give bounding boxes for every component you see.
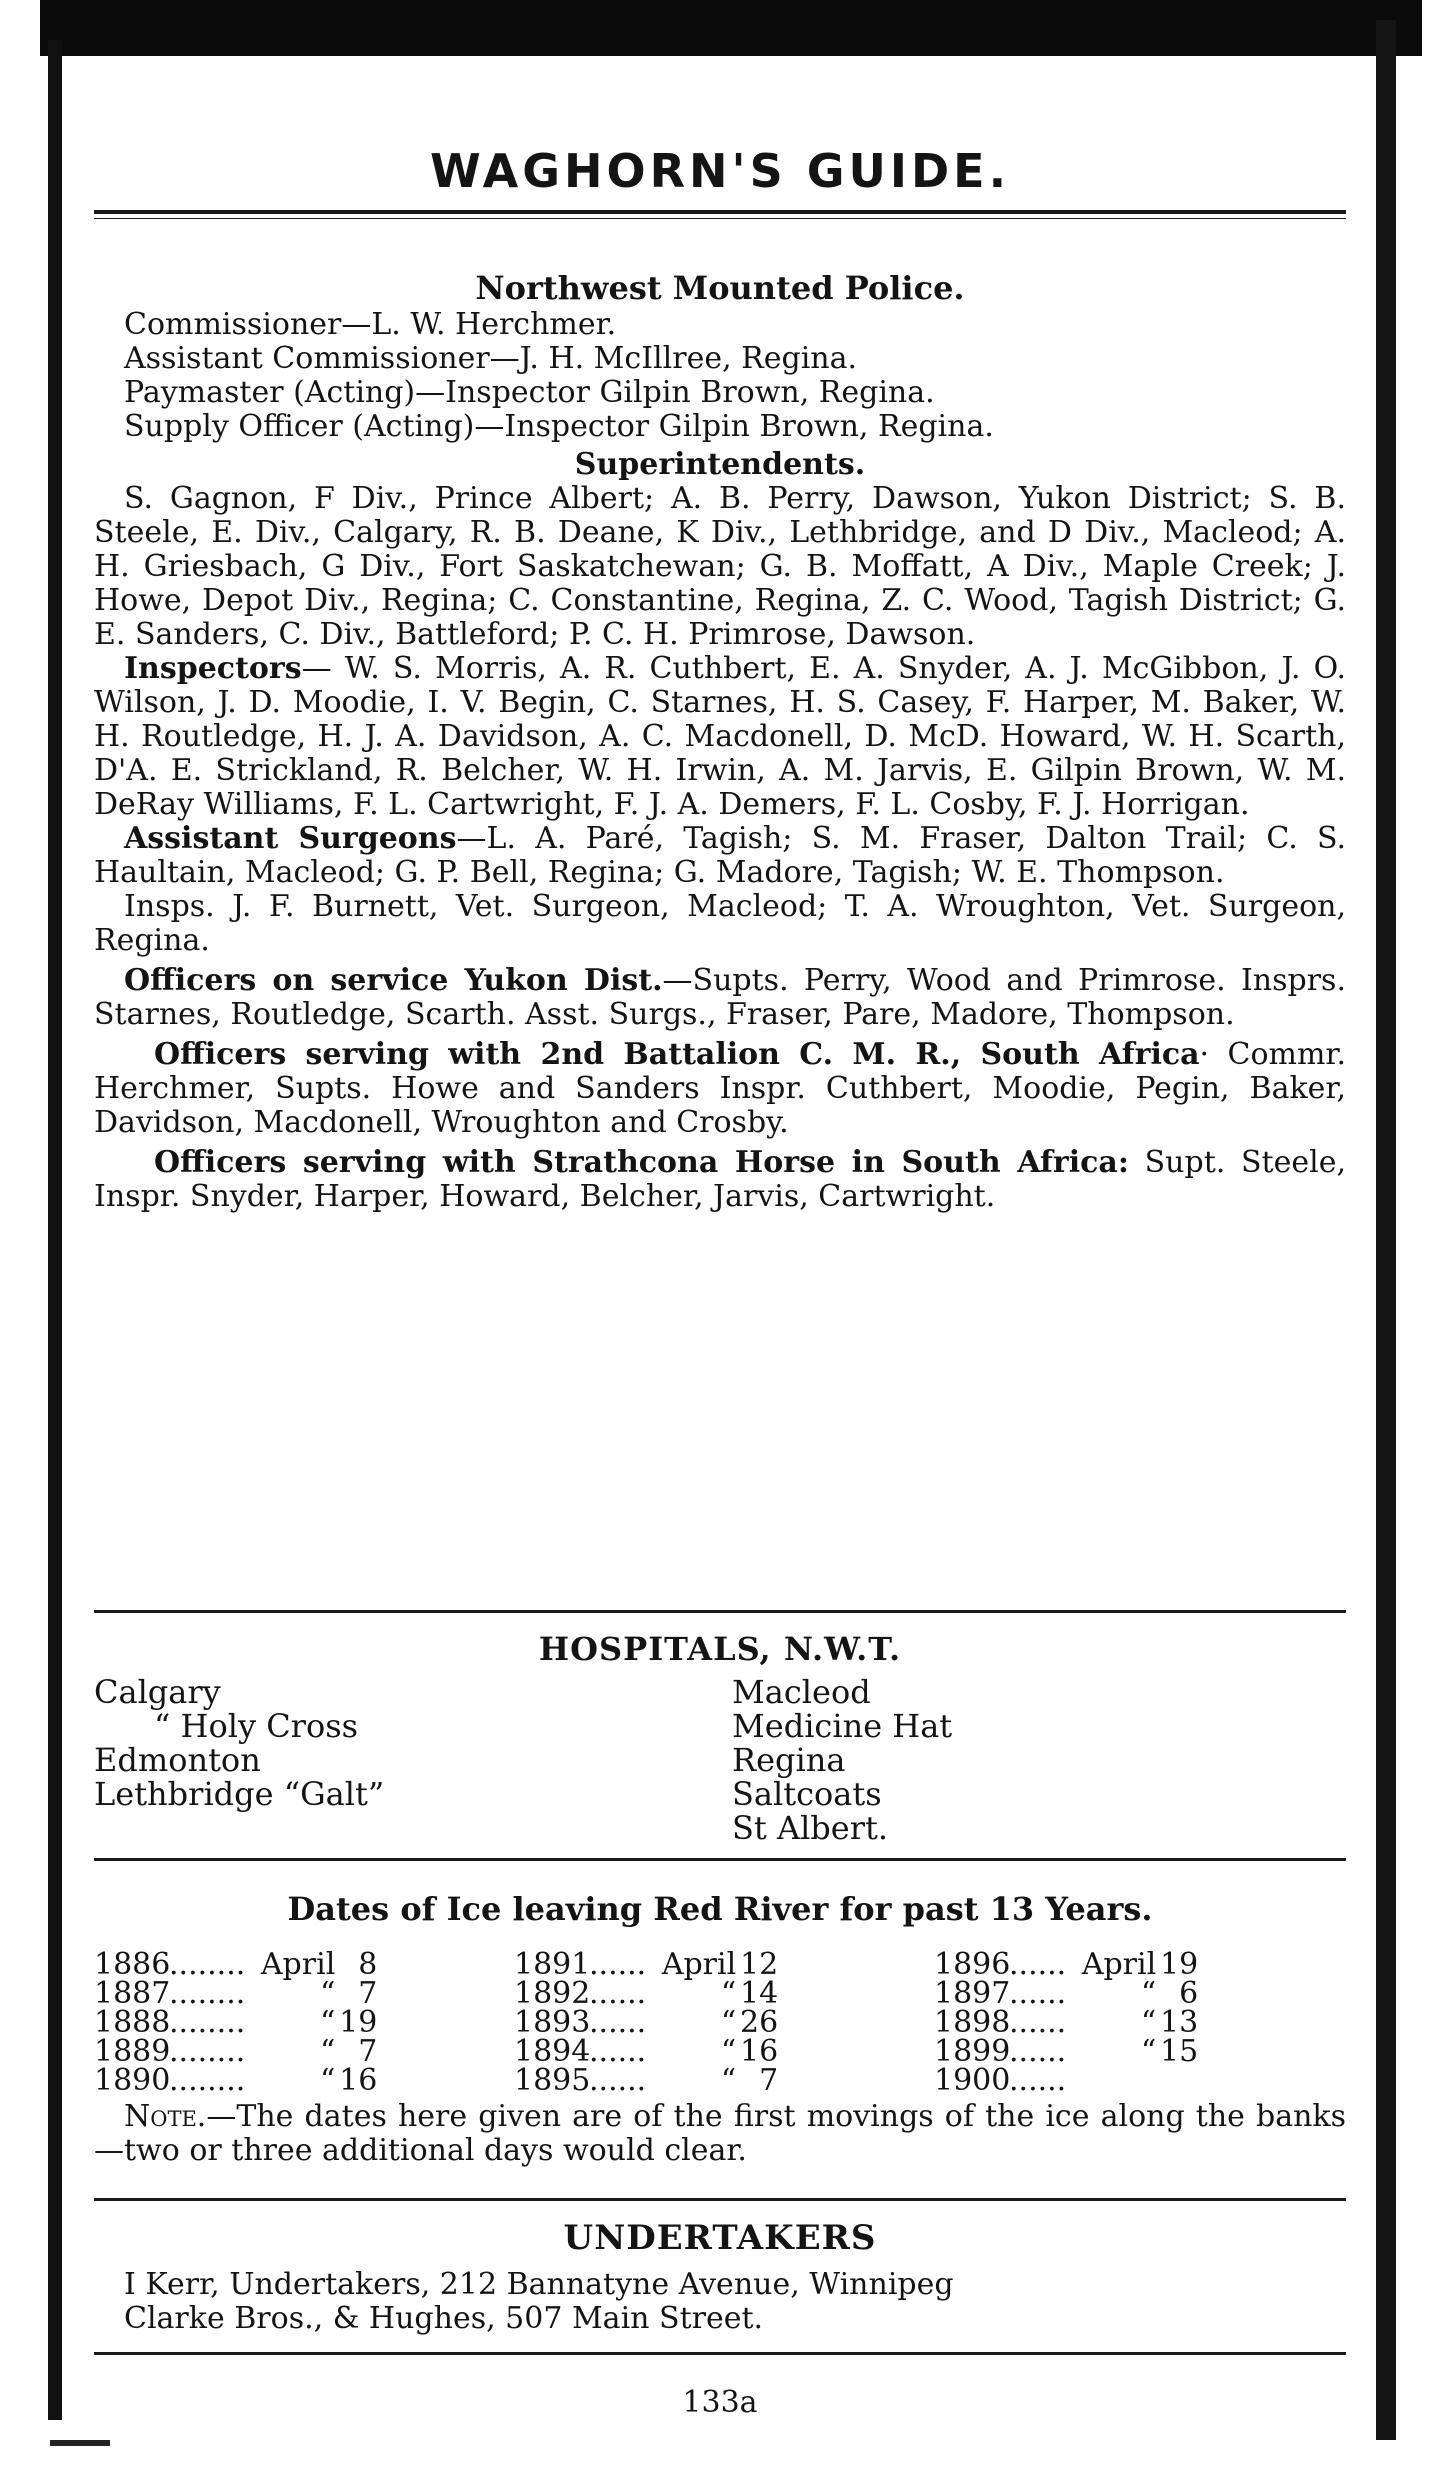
yukon-text: —Supts. Perry, Wood and Primrose. Insprs. Starnes, Routledge, Scarth. Asst. Surgs., Fraser, Pare, Madore, Thompson.: [94, 963, 1346, 1032]
bottom-mark: [50, 2440, 110, 2446]
hospitals-right-column: [732, 1675, 952, 1845]
ice-column: [94, 1947, 378, 2098]
ice-dots: ........: [169, 1947, 246, 1982]
strathcona-paragraph: [94, 1146, 1346, 1214]
ice-note: [94, 2100, 1346, 2168]
surgeons-label: Assistant Surgeons: [124, 821, 457, 856]
ice-row: [934, 2063, 1198, 2098]
ice-month: “: [319, 1976, 336, 2011]
police-section: [94, 268, 1346, 1214]
section-rule: [94, 2352, 1346, 2355]
ice-day: 26: [740, 2005, 779, 2040]
hospital-item: “ Holy Cross: [154, 1707, 359, 1745]
inspectors-label: Inspectors: [124, 651, 302, 686]
ice-year: 1891: [514, 1947, 591, 1982]
ice-year: 1888: [94, 2005, 171, 2040]
ice-dots: ......: [589, 2034, 647, 2069]
ice-day: 13: [1160, 2005, 1199, 2040]
ice-day: 12: [740, 1947, 779, 1982]
ice-month: April: [661, 1947, 737, 1982]
ice-dots: ......: [589, 2063, 647, 2098]
hospital-item: Regina: [732, 1741, 846, 1779]
ice-month: “: [1140, 2034, 1157, 2069]
hospitals-heading: HOSPITALS, N.W.T.: [538, 1630, 902, 1668]
undertakers-list: [124, 2268, 1324, 2336]
ice-dots: ........: [169, 1976, 246, 2011]
hospital-item: Lethbridge “Galt”: [94, 1775, 385, 1813]
ice-dots: ........: [169, 2034, 246, 2069]
ice-day: 16: [740, 2034, 779, 2069]
vet-surgeons-text: Insps. J. F. Burnett, Vet. Surgeon, Macleod; T. A. Wroughton, Vet. Surgeon, Regina.: [94, 889, 1346, 958]
ice-year: 1898: [934, 2005, 1011, 2040]
ice-day: 6: [1179, 1976, 1199, 2011]
ice-day: 16: [339, 2063, 378, 2098]
ice-year: 1897: [934, 1976, 1011, 2011]
police-line: Supply Officer (Acting)—Inspector Gilpin Brown, Regina.: [124, 409, 994, 444]
section-rule: [94, 1610, 1346, 1613]
ice-row: [94, 2034, 378, 2069]
ice-year: 1895: [514, 2063, 591, 2098]
police-line: Commissioner—L. W. Herchmer.: [124, 307, 617, 342]
ice-month: “: [720, 2034, 737, 2069]
undertaker-item: I Kerr, Undertakers, 212 Bannatyne Avenue, Winnipeg: [124, 2267, 954, 2302]
police-line: Paymaster (Acting)—Inspector Gilpin Brown, Regina.: [124, 375, 935, 410]
note-text: —The dates here given are of the first movings of the ice along the banks—two or three additional days would clear.: [94, 2099, 1346, 2168]
inspectors-paragraph: [94, 652, 1346, 822]
ice-day: 8: [358, 1947, 378, 1982]
surgeons-text: —L. A. Paré, Tagish; S. M. Fraser, Dalton Trail; C. S. Haultain, Macleod; G. P. Bell, Regina; G. Madore, Tagish; W. E. Thompson.: [94, 821, 1347, 890]
note-label: Note.: [124, 2099, 207, 2134]
ice-row: [934, 2005, 1199, 2040]
ice-year: 1887: [94, 1976, 171, 2011]
ice-row: [514, 1976, 779, 2011]
undertakers-heading: UNDERTAKERS: [563, 2218, 877, 2258]
ice-month: “: [720, 1976, 737, 2011]
ice-dots: ......: [589, 1976, 647, 2011]
yukon-paragraph: [94, 964, 1346, 1032]
ice-month: April: [1081, 1947, 1157, 1982]
ice-year: 1894: [514, 2034, 591, 2069]
ice-year: 1890: [94, 2063, 171, 2098]
ice-day: 19: [1160, 1947, 1199, 1982]
ice-dots: ......: [1009, 1947, 1067, 1982]
ice-row: [514, 1947, 779, 1982]
ice-row: [94, 1976, 378, 2011]
ice-row: [934, 1947, 1199, 1982]
page-title: WAGHORN'S GUIDE.: [429, 144, 1011, 198]
page-number: 133a: [682, 2385, 758, 2420]
ice-day: 19: [339, 2005, 378, 2040]
ice-year: 1886: [94, 1947, 171, 1982]
yukon-label: Officers on service Yukon Dist.: [124, 963, 663, 998]
ice-month: “: [319, 2034, 336, 2069]
hospitals-left-column: [94, 1675, 384, 1811]
hospital-item: Saltcoats: [732, 1775, 882, 1813]
hospital-item: Macleod: [732, 1673, 871, 1711]
cmr-text: · Commr. Herchmer, Supts. Howe and Sanders Inspr. Cuthbert, Moodie, Pegin, Baker, Davidson, Macdonell, Wroughton and Crosby.: [94, 1037, 1346, 1140]
ice-dots: ......: [1009, 2034, 1067, 2069]
undertaker-item: Clarke Bros., & Hughes, 507 Main Street.: [124, 2301, 764, 2336]
ice-month: April: [260, 1947, 336, 1982]
ice-row: [94, 2005, 378, 2040]
ice-row: [514, 2063, 779, 2098]
ice-dots: ......: [1009, 1976, 1067, 2011]
ice-month: “: [720, 2005, 737, 2040]
ice-year: 1893: [514, 2005, 591, 2040]
hospital-item: Edmonton: [94, 1741, 261, 1779]
title-rule: [94, 210, 1346, 214]
ice-dots: ......: [1009, 2063, 1067, 2098]
ice-row: [94, 2063, 378, 2098]
ice-dots: ........: [169, 2063, 246, 2098]
ice-month: “: [1140, 2005, 1157, 2040]
police-heading: Northwest Mounted Police.: [475, 269, 965, 307]
strathcona-label: Officers serving with Strathcona Horse in South Africa:: [154, 1145, 1129, 1180]
ice-row: [514, 2034, 779, 2069]
ice-year: 1889: [94, 2034, 171, 2069]
ice-day: 15: [1160, 2034, 1199, 2069]
ice-year: 1900: [934, 2063, 1011, 2098]
ice-column: [514, 1947, 779, 2098]
ice-day: 7: [358, 2034, 378, 2069]
police-line: Assistant Commissioner—J. H. McIllree, Regina.: [124, 341, 858, 376]
ice-row: [94, 1947, 378, 1982]
ice-dots: ......: [589, 2005, 647, 2040]
surgeons-paragraph: [94, 822, 1346, 890]
ice-year: 1899: [934, 2034, 1011, 2069]
ice-column: [934, 1947, 1199, 2098]
ice-month: “: [319, 2005, 336, 2040]
ice-dots: ......: [1009, 2005, 1067, 2040]
police-officers: [94, 308, 1346, 444]
section-rule: [94, 2198, 1346, 2201]
ice-month: “: [720, 2063, 737, 2098]
ice-year: 1892: [514, 1976, 591, 2011]
title-rule-thin: [94, 218, 1346, 219]
top-border: [40, 0, 1422, 56]
hospital-item: Calgary: [94, 1673, 221, 1711]
ice-row: [514, 2005, 779, 2040]
ice-day: 14: [740, 1976, 779, 2011]
hospital-item: Medicine Hat: [732, 1707, 953, 1745]
strathcona-text: Supt. Steele, Inspr. Snyder, Harper, Howard, Belcher, Jarvis, Cartwright.: [94, 1145, 1346, 1214]
right-border: [1376, 20, 1396, 2440]
cmr-label: Officers serving with 2nd Battalion C. M. R., South Africa: [154, 1037, 1200, 1072]
cmr-paragraph: [94, 1038, 1346, 1140]
superintendents-heading: Superintendents.: [574, 447, 866, 482]
ice-month: “: [319, 2063, 336, 2098]
ice-row: [934, 2034, 1199, 2069]
ice-month: “: [1140, 1976, 1157, 2011]
inspectors-text: — W. S. Morris, A. R. Cuthbert, E. A. Snyder, A. J. McGibbon, J. O. Wilson, J. D. Moodie, I. V. Begin, C. Starnes, H. S. Casey, F. Harper, M. Baker, W. H. Routledge, H. J. A. Davidson, A. C. Macdonell, D. McD. Howard, W. H. Scarth, D'A. E. Strickland, R. Belcher, W. H. Irwin, A. M. Jarvis, E. Gilpin Brown, W. M. DeRay Williams, F. L. Cartwright, F. J. A. Demers, F. L. Cosby, F. J. Horrigan.: [94, 651, 1346, 822]
ice-dots: ......: [589, 1947, 647, 1982]
superintendents-text: S. Gagnon, F Div., Prince Albert; A. B. Perry, Dawson, Yukon District; S. B. Steele, E. Div., Calgary, R. B. Deane, K Div., Lethbridge, and D Div., Macleod; A. H. Griesbach, G Div., Fort Saskatchewan; G. B. Moffatt, A Div., Maple Creek; J. Howe, Depot Div., Regina; C. Constantine, Regina, Z. C. Wood, Tagish District; G. E. Sanders, C. Div., Battleford; P. C. H. Primrose, Dawson.: [94, 481, 1346, 652]
hospital-item: St Albert.: [732, 1809, 889, 1847]
ice-day: 7: [358, 1976, 378, 2011]
section-rule: [94, 1858, 1346, 1861]
left-border: [48, 40, 62, 2420]
ice-heading: Dates of Ice leaving Red River for past 13 Years.: [287, 1890, 1153, 1928]
ice-row: [934, 1976, 1199, 2011]
ice-day: 7: [759, 2063, 779, 2098]
ice-dots: ........: [169, 2005, 246, 2040]
ice-year: 1896: [934, 1947, 1011, 1982]
